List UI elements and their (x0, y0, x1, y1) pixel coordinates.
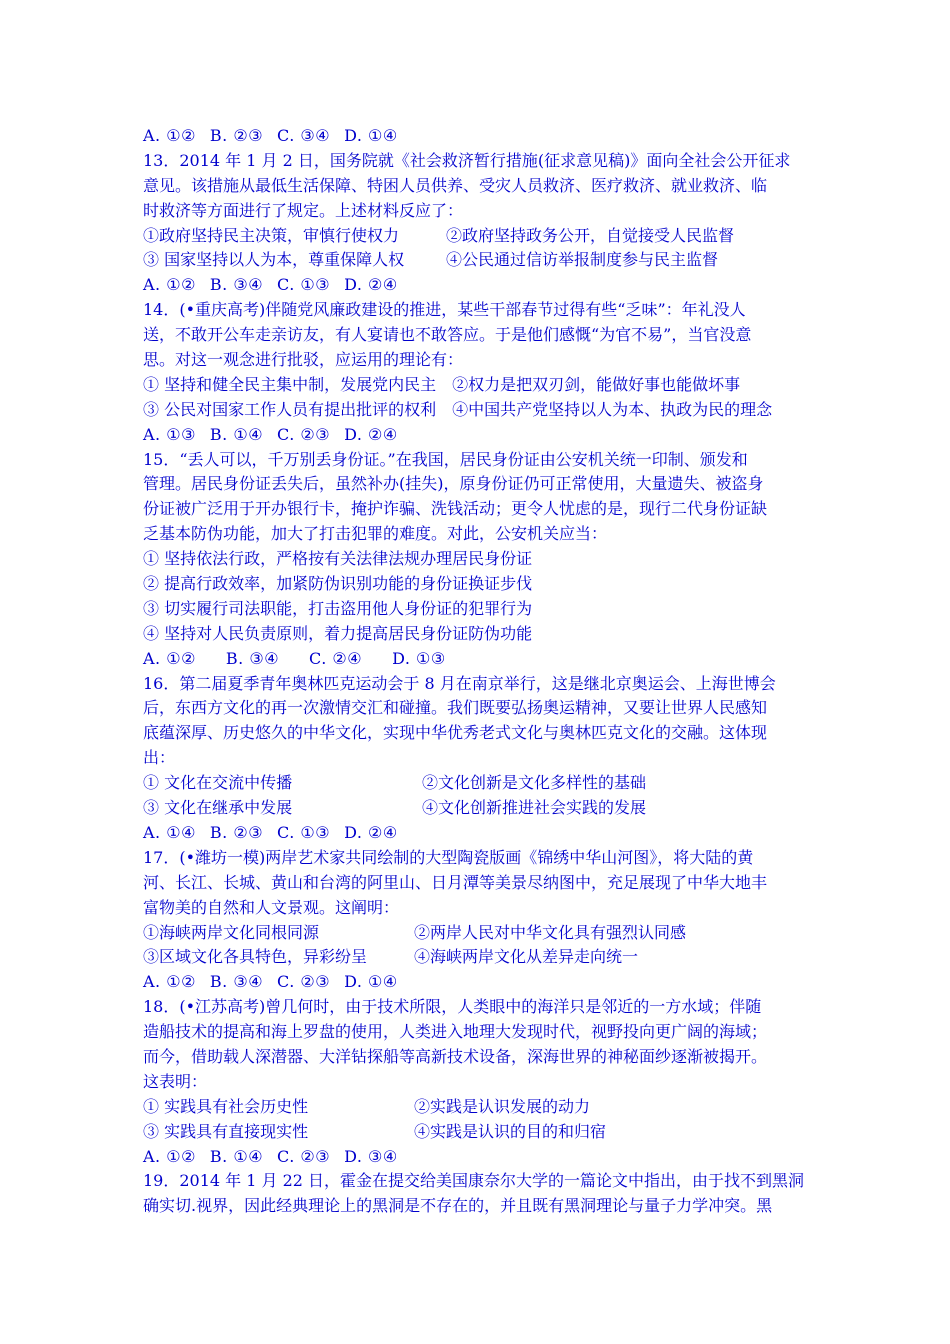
q13-option-2: ②政府坚持政务公开，自觉接受人民监督 (446, 225, 735, 245)
q17-option-4: ④海峡两岸文化从差异走向统一 (414, 947, 639, 967)
q18-option-a: A. ①② (143, 1146, 196, 1166)
q14-options-line: ③ 公民对国家工作人员有提出批评的权利 ④中国共产党坚持以人为本、执政为民的理念 (143, 399, 773, 419)
q14-answer-options (143, 423, 813, 448)
q16-option-d: D. ②④ (344, 822, 398, 842)
q16-answer-options (143, 821, 813, 846)
q18-option-4: ④实践是认识的目的和归宿 (414, 1121, 607, 1141)
q13-stem-line: 意见。该措施从最低生活保障、特困人员供养、受灾人员救济、医疗救济、就业救济、临 (143, 175, 768, 195)
q17-option-c: C. ②③ (277, 972, 331, 992)
q17-option-a: A. ①② (143, 972, 196, 992)
q15-answer-options (143, 647, 813, 672)
q14-option-c: C. ②③ (277, 424, 331, 444)
q13-option-c: C. ①③ (277, 275, 331, 295)
q16-stem-line: 底蕴深厚、历史悠久的中华文化，实现中华优秀老式文化与奥林匹克文化的交融。这体现 (143, 723, 768, 743)
q15-option-a: A. ①② (143, 648, 196, 668)
q15-option-b: B. ③④ (225, 648, 280, 668)
q16-options-row (143, 796, 813, 821)
q13-stem-line: 13．2014 年 1 月 2 日，国务院就《社会救济暂行措施(征求意见稿)》面向全社会公开征求 (143, 150, 791, 170)
q15-option-1: ① 坚持依法行政，严格按有关法律法规办理居民身份证 (143, 549, 533, 569)
q18-answer-options (143, 1145, 813, 1170)
document-page (143, 124, 813, 1219)
q13-option-3: ③ 国家坚持以人为本，尊重保障人权 (143, 250, 405, 270)
q17-option-1: ①海峡两岸文化同根同源 (143, 922, 320, 942)
q14-option-b: B. ①④ (209, 424, 264, 444)
q14-options-line: ① 坚持和健全民主集中制，发展党内民主 ②权力是把双刃剑，能做好事也能做坏事 (143, 374, 741, 394)
question-13 (143, 149, 813, 298)
q18-stem-line: 这表明： (143, 1071, 208, 1091)
q15-option-3: ③ 切实履行司法职能，打击盗用他人身份证的犯罪行为 (143, 598, 533, 618)
q16-option-c: C. ①③ (277, 822, 331, 842)
q17-option-2: ②两岸人民对中华文化具有强烈认同感 (414, 922, 687, 942)
q14-stem-line: 思。对这一观念进行批驳，应运用的理论有： (143, 350, 464, 370)
q13-options-row (143, 248, 813, 273)
q17-stem-line: 17．(•潍坊一模)两岸艺术家共同绘制的大型陶瓷版画《锦绣中华山河图》，将大陆的黄 (143, 847, 754, 867)
q17-option-b: B. ③④ (209, 972, 264, 992)
q13-option-b: B. ③④ (209, 275, 264, 295)
q13-stem-line: 时救济等方面进行了规定。上述材料反应了： (143, 200, 464, 220)
q13-option-d: D. ②④ (344, 275, 398, 295)
q14-stem-line: 14．(•重庆高考)伴随党风廉政建设的推进，某些干部春节过得有些“乏味”：年礼没人 (143, 300, 746, 320)
q13-option-4: ④公民通过信访举报制度参与民主监督 (446, 250, 719, 270)
q18-stem-line: 18．(•江苏高考)曾几何时，由于技术所限，人类眼中的海洋只是邻近的一方水域；伴随 (143, 997, 762, 1017)
q16-stem-line: 16．第二届夏季青年奥林匹克运动会于 8 月在南京举行，这是继北京奥运会、上海世博会 (143, 673, 776, 693)
q18-option-3: ③ 实践具有直接现实性 (143, 1121, 309, 1141)
q12-option-b: B. ②③ (209, 126, 264, 145)
q15-option-4: ④ 坚持对人民负责原则，着力提高居民身份证防伪功能 (143, 623, 533, 643)
q16-option-1: ① 文化在交流中传播 (143, 773, 293, 793)
q13-options-row (143, 224, 813, 249)
q15-stem-line: 15．“丢人可以，千万别丢身份证。”在我国，居民身份证由公安机关统一印制、颁发和 (143, 449, 748, 469)
q18-option-d: D. ③④ (344, 1146, 398, 1166)
question-17 (143, 846, 813, 995)
question-16 (143, 672, 813, 846)
question-19 (143, 1169, 813, 1219)
q18-option-b: B. ①④ (209, 1146, 264, 1166)
q15-option-c: C. ②④ (309, 648, 363, 668)
q19-stem-line: 19．2014 年 1 月 22 日，霍金在提交给美国康奈尔大学的一篇论文中指出，由于找不到黑洞 (143, 1171, 805, 1191)
q16-option-a: A. ①④ (143, 822, 196, 842)
q16-option-b: B. ②③ (209, 822, 264, 842)
q12-option-d: D. ①④ (344, 126, 398, 145)
q12-answer-options (143, 124, 813, 149)
q17-options-row (143, 921, 813, 946)
q17-stem-line: 河、长江、长城、黄山和台湾的阿里山、日月潭等美景尽纳图中，充足展现了中华大地丰 (143, 872, 768, 892)
q15-option-2: ② 提高行政效率，加紧防伪识别功能的身份证换证步伐 (143, 574, 533, 594)
q16-stem-line: 出： (143, 748, 176, 768)
q16-option-3: ③ 文化在继承中发展 (143, 798, 293, 818)
q15-stem-line: 份证被广泛用于开办银行卡，掩护诈骗、洗钱活动；更令人忧虑的是，现行二代身份证缺 (143, 499, 768, 519)
q18-option-2: ②实践是认识发展的动力 (414, 1096, 591, 1116)
q16-option-4: ④文化创新推进社会实践的发展 (422, 798, 647, 818)
q13-answer-options (143, 273, 813, 298)
q16-options-row (143, 771, 813, 796)
q15-stem-line: 管理。居民身份证丢失后，虽然补办(挂失)，原身份证仍可正常使用，大量遗失、被盗身 (143, 474, 764, 494)
q14-option-a: A. ①③ (143, 424, 196, 444)
q18-options-row (143, 1120, 813, 1145)
question-15 (143, 448, 813, 672)
question-14 (143, 298, 813, 447)
q18-stem-line: 造船技术的提高和海上罗盘的使用，人类进入地理大发现时代，视野投向更广阔的海域； (143, 1022, 768, 1042)
q13-option-a: A. ①② (143, 275, 196, 295)
q12-option-c: C. ③④ (277, 126, 331, 145)
q16-stem-line: 后，东西方文化的再一次激情交汇和碰撞。我们既要弘扬奥运精神，又要让世界人民感知 (143, 698, 768, 718)
q18-stem-line: 而今，借助载人深潜器、大洋钻探船等高新技术设备，深海世界的神秘面纱逐渐被揭开。 (143, 1046, 768, 1066)
q17-options-row (143, 945, 813, 970)
q14-option-d: D. ②④ (344, 424, 398, 444)
q17-stem-line: 富物美的自然和人文景观。这阐明： (143, 897, 400, 917)
q17-answer-options (143, 970, 813, 995)
q15-stem-line: 乏基本防伪功能，加大了打击犯罪的难度。对此，公安机关应当： (143, 524, 608, 544)
q17-option-d: D. ①④ (344, 972, 398, 992)
q12-option-a: A. ①② (143, 126, 196, 145)
q17-option-3: ③区域文化各具特色，异彩纷呈 (143, 947, 368, 967)
q16-option-2: ②文化创新是文化多样性的基础 (422, 773, 647, 793)
q13-option-1: ①政府坚持民主决策，审慎行使权力 (143, 225, 400, 245)
q18-option-c: C. ②③ (277, 1146, 331, 1166)
q18-options-row (143, 1095, 813, 1120)
q15-option-d: D. ①③ (392, 648, 446, 668)
question-18 (143, 995, 813, 1169)
q18-option-1: ① 实践具有社会历史性 (143, 1096, 309, 1116)
q14-stem-line: 送，不敢开公车走亲访友，有人宴请也不敢答应。于是他们感慨“为官不易”，当官没意 (143, 325, 752, 345)
q19-stem-line: 确实切.视界，因此经典理论上的黑洞是不存在的，并且既有黑洞理论与量子力学冲突。黑 (143, 1196, 773, 1216)
